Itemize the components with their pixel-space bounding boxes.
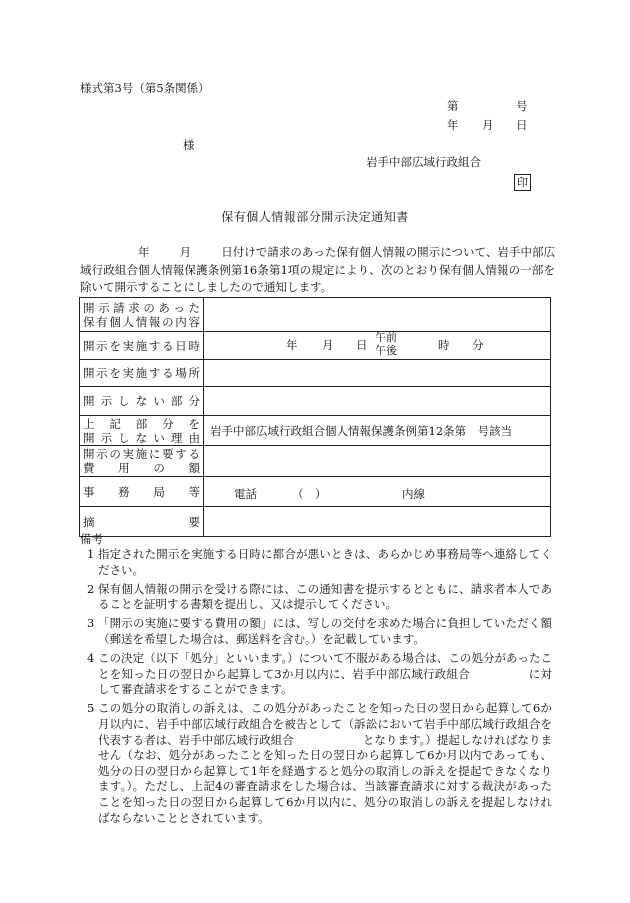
dt-hour-label: 時 <box>438 338 450 352</box>
date-year-label: 年 <box>447 118 459 132</box>
label-line: 開示請求のあった <box>83 300 200 315</box>
intro-text: 日付けで請求のあった保有個人情報の開示について、岩手中部広域行政組合個人情報保護条例第16条第1項の規定により、次のとおり保有個人情報の一部を除いて開示することにしましたので通知します。 <box>80 245 556 294</box>
label-line: 摘要 <box>83 514 200 529</box>
notes-list <box>80 547 552 830</box>
list-item <box>80 582 552 613</box>
label-line: 保有個人情報の内容 <box>83 314 200 329</box>
note-text: 保有個人情報の開示を受ける際には、この通知書を提示するとともに、請求者本人であることを証明する書類を提出し、又は提示してください。 <box>98 581 552 612</box>
value-disclosure-datetime <box>204 332 551 360</box>
label-line: 開示の実施に要する <box>83 447 200 461</box>
notes-heading: 備考 <box>80 532 103 546</box>
note-text: この処分の取消しの訴えは、この処分があったことを知った日の翌日から起算して6か月以内に、岩手中部広域行政組合を被告として（訴訟において岩手中部広域行政組合を代表する者は、岩手中部広域行政組合 となります。）提起しなければなりません（なお、処分があったことを知った日の翌日から起算して6か月以内であっても、処分の日の翌日から起算して1年を経過すると処分の取消しの訴えを提起できなくなります。）。ただし、上記4の審査請求をした場合は、当該審査請求に対する裁決があったことを知った日の翌日から起算して6か月以内に、処分の取消しの訴えを提起しなければならないこととされています。 <box>98 701 552 825</box>
dt-year-label: 年 <box>286 338 298 352</box>
list-item <box>80 547 552 578</box>
number-label-suffix: 号 <box>516 99 528 113</box>
document-title: 保有個人情報部分開示決定通知書 <box>221 210 409 224</box>
dt-minute-label: 分 <box>472 338 484 352</box>
label-line: 事務局等 <box>83 484 200 499</box>
value-disclosure-cost <box>204 446 551 477</box>
label-line: 開示を実施する場所 <box>83 366 200 380</box>
date-month-label: 月 <box>482 118 494 132</box>
label-office <box>80 477 204 507</box>
note-number: 2 <box>87 581 95 596</box>
label-disclosure-datetime <box>80 332 204 360</box>
intro-paragraph <box>80 244 555 297</box>
dt-am-label: 午前 <box>375 331 397 344</box>
office-extension-label: 内線 <box>402 487 425 501</box>
intro-year-label: 年 <box>138 245 150 259</box>
label-line: 上記部分を <box>83 416 200 431</box>
label-undisclosed-part <box>80 387 204 416</box>
value-remarks <box>204 507 551 537</box>
date-day-label: 日 <box>516 118 528 132</box>
table-row <box>80 477 551 507</box>
note-number: 4 <box>87 651 95 666</box>
value-office <box>204 477 551 507</box>
table-row <box>80 360 551 387</box>
note-text: 指定された開示を実施する日時に都合が悪いときは、あらかじめ事務局等へ連絡してください。 <box>98 547 552 577</box>
label-requested-content <box>80 298 204 332</box>
label-line: 費用の額 <box>83 461 200 475</box>
label-nondisclosure-reason <box>80 416 204 446</box>
list-item <box>80 616 552 647</box>
value-undisclosed-part <box>204 387 551 416</box>
note-number: 3 <box>87 616 95 631</box>
label-line: 開示しない理由 <box>83 430 200 445</box>
table-row <box>80 507 551 537</box>
office-area-code-paren: （ ） <box>292 487 327 501</box>
dt-month-label: 月 <box>322 338 334 352</box>
table-row <box>80 387 551 416</box>
office-phone-label: 電話 <box>234 487 257 501</box>
list-item <box>80 701 552 826</box>
table-row <box>80 332 551 360</box>
addressee-suffix: 様 <box>183 138 195 152</box>
issuer-name: 岩手中部広域行政組合 <box>366 155 481 169</box>
value-requested-content <box>204 298 551 332</box>
table-row <box>80 298 551 332</box>
note-number: 1 <box>87 547 95 561</box>
list-item <box>80 651 552 698</box>
seal-mark: 印 <box>514 174 531 191</box>
form-number: 様式第3号（第5条関係） <box>80 81 210 95</box>
label-line: 開示を実施する日時 <box>83 338 200 353</box>
dt-day-label: 日 <box>356 338 368 352</box>
dt-pm-label: 午後 <box>375 344 397 357</box>
table-row <box>80 446 551 477</box>
label-disclosure-cost <box>80 446 204 477</box>
label-line: 開示しない部分 <box>83 394 200 408</box>
value-nondisclosure-reason: 岩手中部広域行政組合個人情報保護条例第12条第 号該当 <box>204 416 551 446</box>
label-disclosure-place <box>80 360 204 387</box>
intro-month-label: 月 <box>179 245 192 259</box>
note-text: 「開示の実施に要する費用の額」には、写しの交付を求めた場合に負担していただく額（郵送を希望した場合は、郵送料を含む。）を記載しています。 <box>98 616 552 646</box>
number-label-prefix: 第 <box>447 99 459 113</box>
note-number: 5 <box>87 701 95 716</box>
value-disclosure-place <box>204 360 551 387</box>
table-row <box>80 416 551 446</box>
note-text: この決定（以下「処分」といいます。）について不服がある場合は、この処分があったことを知った日の翌日から起算して3か月以内に、岩手中部広域行政組合 に対して審査請求をすることができます。 <box>98 651 552 697</box>
disclosure-details-table <box>79 297 551 537</box>
